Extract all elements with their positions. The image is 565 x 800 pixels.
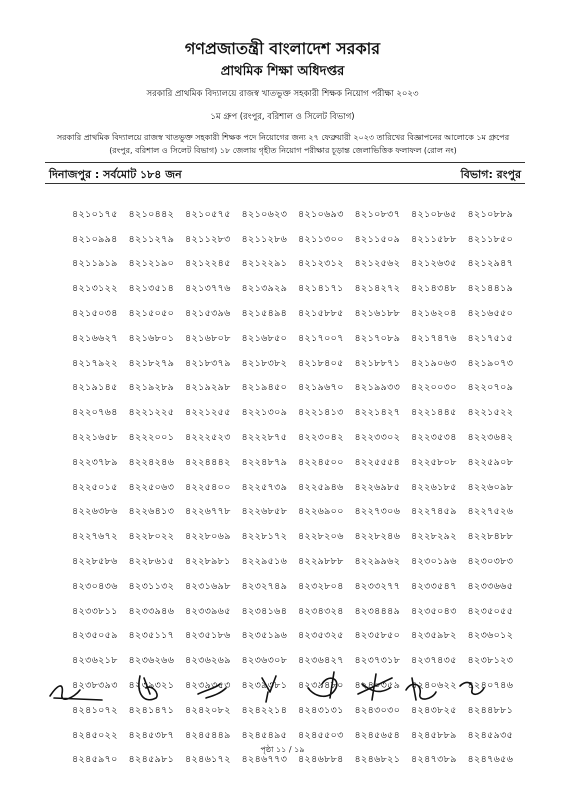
roll-number-cell: ৪২২১৪১৩ [298,407,344,419]
district-header-bar [45,162,525,184]
roll-number-cell: ৪২১৮৩৮২ [241,357,288,369]
roll-number-cell: ৪২১৩৫১৪ [128,283,175,295]
roll-number-cell: ৪২৪১৪৭১ [128,704,175,716]
roll-number-cell: ৪২১১২৮৩ [185,233,231,245]
roll-number-cell: ৪২২৭৬৭২ [72,531,118,543]
roll-number-cell: ৪২৩৩৮১১ [72,605,118,617]
roll-number-cell: ৪২৩০৪৩৬ [72,580,118,592]
roll-number-cell: ৪২৪৬৭৭৩ [241,754,288,766]
directorate-title: প্রাথমিক শিক্ষা অধিদপ্তর [220,64,345,79]
roll-number-cell: ৪২৩০৩৮৩ [467,556,514,568]
roll-number-cell: ৪২১৮৮৭১ [354,357,401,369]
roll-number-cell: ৪২২৮২০৬ [298,531,344,543]
roll-number-cell: ৪২১৫৪৯৪ [241,308,288,320]
roll-number-cell: ৪২১৪১৭১ [298,283,344,295]
roll-number-cell: ৪২৩১৬৯৮ [185,580,231,592]
roll-number-cell: ৪২১২৩১২ [298,258,344,270]
roll-number-cell: ৪২৩৫১১৭ [128,630,175,642]
roll-number-cell: ৪২৩৫৮৫০ [354,630,401,642]
roll-number-cell: ৪২১২৬৩৫ [411,258,457,270]
roll-number-cell: ৪২১৬৮০৮ [185,332,231,344]
roll-number-cell: ৪২১৫৮৮৫ [298,308,344,320]
signature-strip [40,664,540,714]
roll-number-cell: ৪২৩২৮০৪ [298,580,344,592]
roll-number-cell: ৪২৪৬৮২১ [354,754,401,766]
roll-number-cell: ৪২৩৬২৬৯ [185,655,231,667]
roll-number-cell: ৪২৩৯৩৫৩ [185,680,231,692]
roll-number-cell: ৪২১৫০৩৪ [72,308,118,320]
roll-number-cell: ৪২১৬৬২৭ [72,332,118,344]
roll-number-cell: ৪২১৬২০৪ [411,308,457,320]
roll-number-cell: ৪২১০৮৬৫ [411,208,457,220]
table-row [72,575,524,600]
roll-number-cell: ৪২২০৭৬৪ [72,407,118,419]
roll-number-cell: ৪২৪০৬২২ [411,680,457,692]
roll-number-cell: ৪২১৩৭৭৬ [185,283,231,295]
roll-number-cell: ৪২১২২৪৫ [185,258,231,270]
roll-number-cell: ৪২২৪৪৪২ [185,456,231,468]
table-row [72,377,524,402]
table-row [72,600,524,625]
roll-number-cell: ৪২১৮২৭৯ [128,357,175,369]
roll-number-cell: ৪২৩৫৩২৫ [298,630,344,642]
roll-number-cell: ৪২২৬৯০০ [298,506,344,518]
roll-number-cell: ৪২২৭৫২৬ [467,506,514,518]
roll-number-cell: ৪২২৫৯০৮ [467,456,514,468]
table-row [72,525,524,550]
roll-number-cell: ৪২৩৩৯৬৫ [185,605,231,617]
roll-number-cell: ৪২৩৯৩৮১ [241,680,288,692]
table-row [72,228,524,253]
roll-number-cell: ৪২২৭৩০৬ [354,506,401,518]
page-number: পৃষ্ঠা ১১ / ১৯ [260,745,305,754]
roll-number-cell: ৪২১৪৩৪৮ [411,283,457,295]
roll-number-cell: ৪২২৫০১৫ [72,481,118,493]
table-row [72,302,524,327]
roll-number-cell: ৪২৩৫০৫৫ [467,605,514,617]
roll-number-cell: ৪২৩৩৬৬৫ [467,580,514,592]
table-row [72,327,524,352]
roll-number-cell: ৪২১৯২৯৮ [185,382,231,394]
roll-number-cell: ৪২৩৭৩১৮ [354,655,401,667]
roll-number-cell: ৪২১০৬২৩ [241,208,288,220]
roll-number-cell: ৪২২৮২৯২ [411,531,457,543]
roll-number-cell: ৪২২৩৫৩৪ [411,432,457,444]
roll-number-cell: ৪২১৫০৫০ [128,308,175,320]
roll-number-cell: ৪২১৭৫১৫ [467,332,514,344]
roll-number-cell: ৪২২১৪২৭ [354,407,401,419]
roll-number-cell: ৪২৩৫৯৮২ [411,630,457,642]
roll-number-cell: ৪২১৮৪০৫ [298,357,344,369]
roll-number-cell: ৪২১৭০০৭ [298,332,344,344]
roll-number-cell: ৪২২৫৯৪৬ [298,481,344,493]
roll-number-cell: ৪২২০০৩০ [411,382,457,394]
roll-number-cell: ৪২১৪২৭২ [354,283,401,295]
roll-number-cell: ৪২২৮৬১৫ [128,556,175,568]
roll-number-cell: ৪২২৬৪১৩ [128,506,175,518]
roll-number-cell: ৪২৪৫৯৭০ [72,754,118,766]
roll-number-cell: ৪২২৬৯৮৫ [354,481,401,493]
roll-number-cell: ৪২২২০০১ [128,432,175,444]
roll-number-cell: ৪২৩২৭৪৯ [241,580,288,592]
roll-number-cell: ৪২২৮২৪৬ [354,531,401,543]
result-notice: সরকারি প্রাথমিক বিদ্যালয়ে রাজস্ব খাতভুক্ত সহকারী শিক্ষক পদে নিয়োগের জন্য ২৭ ফেব্রুয়ারী ২০২৩ তারিখের বিজ্ঞাপনের আলোকে ১ম গ্রুপের (রংপুর, বরিশাল ও সিলেট বিভাগ) ১৮ জেলায় গৃহীত নিয়োগ পরীক্ষার চূড়ান্ত জেলাভিত্তিক ফলাফল (রোল নং) [56,133,510,155]
roll-number-cell: ৪২৪২২১৪ [241,704,288,716]
roll-number-cell: ৪২৪৭৩৮৯ [411,754,457,766]
roll-number-cell: ৪২৪৫৪৯৫ [241,729,288,741]
roll-number-cell: ৪২৪৫৩৮৭ [128,729,175,741]
roll-number-cell: ৪২১০৮৮৯ [467,208,514,220]
roll-number-cell: ৪২১৯০৬৩ [411,357,457,369]
roll-number-cell: ৪২২১৫২২ [467,407,514,419]
roll-number-cell: ৪২৪০৭৪৬ [467,680,514,692]
roll-number-cell: ৪২১৪৪১৯ [467,283,514,295]
roll-number-cell: ৪২৪৭৬৫৬ [467,754,514,766]
roll-number-cell: ৪২১৯৯৩৩ [354,382,401,394]
roll-number-cell: ৪২১৬৫৫০ [467,308,514,320]
roll-number-cell: ৪২২১৪৪৫ [411,407,457,419]
roll-number-cell: ৪২১৯২৮৯ [128,382,175,394]
roll-number-cell: ৪২২৮০২২ [128,531,175,543]
exam-title: সরকারি প্রাথমিক বিদ্যালয়ে রাজস্ব খাতভুক্ত সহকারী শিক্ষক নিয়োগ পরীক্ষা ২০২৩ [146,89,419,99]
roll-number-cell: ৪২১৩৯২৯ [241,283,288,295]
roll-number-cell: ৪২২৫৫৫৪ [354,456,401,468]
roll-number-cell: ৪২১১২৭৯ [128,233,175,245]
signature-4 [262,676,276,702]
roll-number-cell: ৪২৪৫০২২ [72,729,118,741]
roll-number-cell: ৪২৩৬৩০৮ [241,655,288,667]
roll-number-cell: ৪২৪২০৮২ [185,704,231,716]
table-row [72,550,524,575]
roll-number-cell: ৪২১৬৮০১ [128,332,175,344]
roll-number-cell: ৪২১৬৮৫০ [241,332,288,344]
roll-number-cell: ৪২২৮৪৮৮ [467,531,514,543]
roll-number-cell: ৪২১৮৩৭৯ [185,357,231,369]
roll-number-cell: ৪২৪৪৮৮১ [467,704,514,716]
roll-number-cell: ৪২১০৮৩৭ [354,208,401,220]
roll-number-cell: ৪২৪৩১৩১ [298,704,344,716]
roll-number-cell: ৪২২১৬৫৮ [72,432,118,444]
roll-number-cell: ৪২১২৫৬২ [354,258,401,270]
roll-number-cell: ৪২৩৫০৫৯ [72,630,118,642]
roll-number-cell: ৪২১০৯৯৪ [72,233,118,245]
roll-number-cell: ৪২৩১১৩২ [128,580,175,592]
government-title: গণপ্রজাতন্ত্রী বাংলাদেশ সরকার [184,39,381,58]
roll-number-cell: ৪২১০৬৯৩ [298,208,344,220]
table-row [72,625,524,650]
roll-number-cell: ৪২৩০১৯৬ [411,556,457,568]
roll-number-cell: ৪২৪৫৪৪৯ [185,729,231,741]
roll-number-cell: ৪২৩৭৪৩৫ [411,655,457,667]
roll-number-cell: ৪২২২৮৭৫ [241,432,288,444]
roll-number-cell: ৪২৪৬১৭২ [185,754,231,766]
roll-number-cell: ৪২২৩৭৮৯ [72,456,118,468]
roll-number-cell: ৪২৩৬২১৮ [72,655,118,667]
roll-number-cell: ৪২১১২৮৬ [241,233,288,245]
signature-1 [50,686,102,700]
roll-number-cell: ৪২২৩০৪২ [298,432,344,444]
roll-number-cell: ৪২১৩১২২ [72,283,118,295]
roll-number-cell: ৪২২৩৩০২ [354,432,401,444]
roll-number-cell: ৪২৩৮১২৩ [467,655,514,667]
roll-number-cell: ৪২২৯৮৮৮ [298,556,344,568]
division-label: বিভাগ: রংপুর [460,168,521,181]
roll-number-cell: ৪২১০৫৭৫ [185,208,231,220]
table-row [72,476,524,501]
roll-number-cell: ৪২১৯১৪৫ [72,382,118,394]
roll-number-cell: ৪২২৪৮৭৯ [241,456,288,468]
roll-number-cell: ৪২২৯৫১৬ [241,556,288,568]
roll-number-cell: ৪২২৮৫৮৬ [72,556,118,568]
roll-number-cell: ৪২২১২২৫ [128,407,175,419]
roll-number-cell: ৪২৩৪৪৪৯ [354,605,401,617]
signature-8 [460,683,484,695]
roll-number-cell: ৪২১৫৩৯৬ [185,308,231,320]
roll-number-cell: ৪২২৫৭৩৯ [241,481,288,493]
roll-number-cell: ৪২৪৬৮৮৪ [298,754,344,766]
group-subtitle: ১ম গ্রুপ (রংপুর, বরিশাল ও সিলেট বিভাগ) [210,112,355,122]
roll-number-cell: ৪২২৯৯৬২ [354,556,401,568]
roll-number-cell: ৪২৩৫০৪৩ [411,605,457,617]
roll-number-cell: ৪২১২১৯০ [128,258,175,270]
roll-number-cell: ৪২২৪৫০০ [298,456,344,468]
roll-number-cell: ৪২১৭৯২২ [72,357,118,369]
roll-number-cell: ৪২৩৩৫৪৭ [411,580,457,592]
roll-number-cell: ৪২২২৫২৩ [185,432,231,444]
roll-number-cell: ৪২২৬৮৫৮ [241,506,288,518]
roll-number-cell: ৪২৪৩০৩০ [354,704,401,716]
roll-number-cell: ৪২৩৯৪৮০ [298,680,344,692]
roll-number-cell: ৪২১০৪৪২ [128,208,175,220]
table-row [72,426,524,451]
roll-number-cell: ৪২২৩৬৪২ [467,432,514,444]
signature-3 [198,684,226,698]
table-row [72,277,524,302]
roll-number-cell: ৪২১২৯৪৭ [467,258,514,270]
roll-number-cell: ৪২১৯০৭৩ [467,357,514,369]
roll-number-cell: ৪২১৬১৮৮ [354,308,401,320]
roll-number-cell: ৪২৪৩৮২৫ [411,704,457,716]
table-row [72,451,524,476]
roll-number-cell: ৪২২৪২৪৬ [128,456,175,468]
roll-number-cell: ৪২৩৩২৭৭ [354,580,401,592]
roll-number-cell: ৪২৩৫১৮৬ [185,630,231,642]
roll-number-cell: ৪২৩৪৩২৪ [298,605,344,617]
table-row [72,501,524,526]
roll-number-cell: ৪২৩৪১৬৪ [241,605,288,617]
roll-number-cell: ৪২২৮১৭২ [241,531,288,543]
roll-number-cell: ৪২১১৫০৯ [354,233,401,245]
roll-number-cell: ৪২৩৩৯৪৬ [128,605,175,617]
roll-number-cell: ৪২৩৬৪২৭ [298,655,344,667]
roll-number-cell: ৪২১২২৯১ [241,258,288,270]
roll-number-cell: ৪২৪৫৫০৩ [298,729,344,741]
roll-number-cell: ৪২৩৯৩২১ [128,680,175,692]
roll-number-cell: ৪২২১২৫৫ [185,407,231,419]
table-row [72,203,524,228]
roll-number-cell: ৪২২৬০৯৮ [467,481,514,493]
roll-number-cell: ৪২২৫৪০০ [185,481,231,493]
roll-number-cell: ৪২১৭৪৭৬ [411,332,457,344]
roll-number-cell: ৪২২৭৪৫৯ [411,506,457,518]
roll-number-cell: ৪২২৮০৬৯ [185,531,231,543]
roll-number-cell: ৪২২৮৯৮১ [185,556,231,568]
roll-number-cell: ৪২৪৫৯৩৫ [467,729,514,741]
roll-number-cell: ৪২৪৫৮৮৯ [411,729,457,741]
table-row [72,253,524,278]
signature-2 [139,676,157,700]
roll-number-cell: ৪২১৯৬৭০ [298,382,344,394]
signature-6 [358,674,392,700]
roll-number-cell: ৪২২৫৮০৮ [411,456,457,468]
roll-number-cell: ৪২১৭০৮৯ [354,332,401,344]
roll-number-cell: ৪২১১৫৮৮ [411,233,457,245]
roll-number-cell: ৪২২৬১৮৫ [411,481,457,493]
district-total: দিনাজপুর : সর্বমোট ১৮৪ জন [49,168,182,181]
roll-number-cell: ৪২২১৩০৯ [241,407,288,419]
roll-number-cell: ৪২৩৮৩৯৩ [72,680,118,692]
roll-number-cell: ৪২৪৫৬৫৪ [354,729,401,741]
roll-number-cell: ৪২২৫০৬৩ [128,481,175,493]
table-row [72,352,524,377]
roll-number-cell: ৪২৩৫১৯৬ [241,630,288,642]
roll-number-cell: ৪২৪৫৯৮১ [128,754,175,766]
roll-number-cell: ৪২৩৬২৬৬ [128,655,175,667]
roll-number-cell: ৪২২৬৭৭৮ [185,506,231,518]
signature-5 [308,672,337,698]
roll-number-cell: ৪২১১৯১৯ [72,258,118,270]
roll-number-cell: ৪২১৯৪৫০ [241,382,288,394]
roll-number-cell: ৪২৪১০৭২ [72,704,118,716]
signature-7 [406,678,436,700]
roll-number-cell: ৪২১০১৭৫ [72,208,118,220]
roll-number-cell: ৪২১১৮৫০ [467,233,514,245]
table-row [72,401,524,426]
roll-number-cell: ৪২১১৩০০ [298,233,344,245]
roll-number-cell: ৪২২০৭০৯ [467,382,514,394]
roll-number-cell: ৪২৪০৩৫৯ [354,680,401,692]
roll-number-cell: ৪২৩৬০১২ [467,630,514,642]
roll-number-cell: ৪২২৬৩৮৬ [72,506,118,518]
